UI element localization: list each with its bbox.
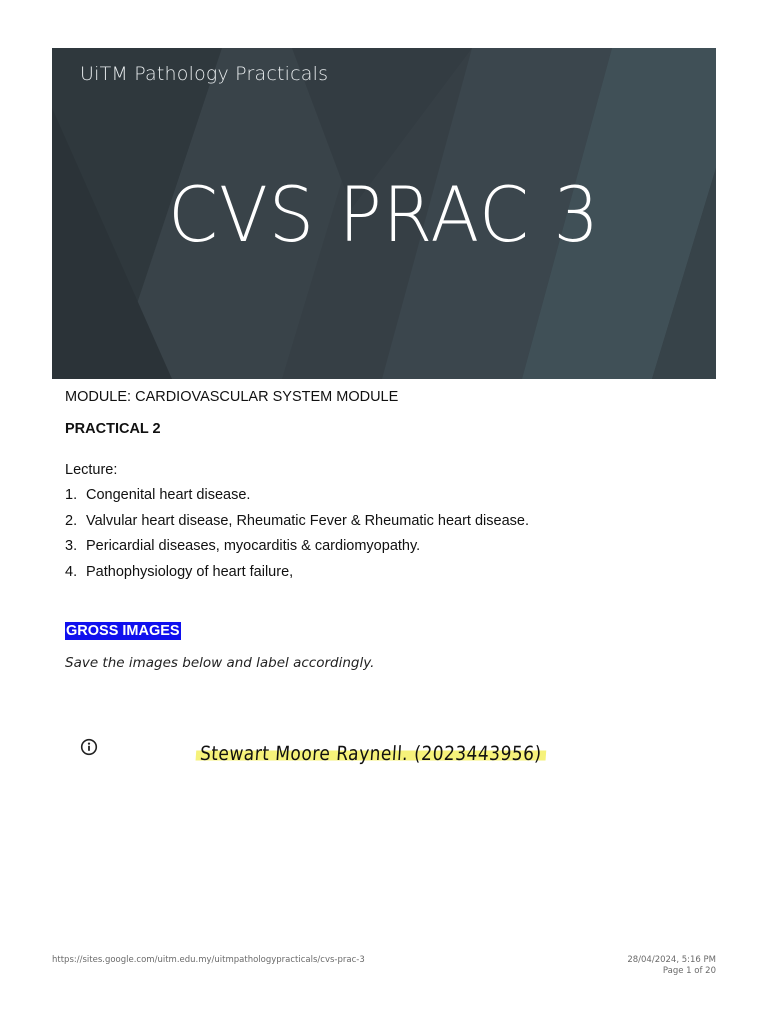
page-title: CVS PRAC 3 (168, 170, 600, 259)
footer-meta (627, 955, 716, 977)
hero-banner (52, 48, 716, 379)
lecture-heading: Lecture: (65, 462, 118, 478)
lecture-list (65, 487, 529, 589)
list-item: 1. Congenital heart disease. (65, 487, 251, 503)
site-title[interactable]: UiTM Pathology Practicals (80, 63, 329, 85)
practical-heading: PRACTICAL 2 (65, 421, 161, 437)
list-item: 3. Pericardial diseases, myocarditis & cardiomyopathy. (65, 538, 421, 554)
module-line: MODULE: CARDIOVASCULAR SYSTEM MODULE (65, 389, 399, 405)
list-item: 4. Pathophysiology of heart failure, (65, 563, 294, 580)
footer-page-number: Page 1 of 20 (662, 966, 716, 976)
info-circle-icon[interactable] (80, 738, 98, 756)
footer-url: https://sites.google.com/uitm.edu.my/uitmpathologypracticals/cvs-prac-3 (52, 955, 365, 965)
list-item: 2. Valvular heart disease, Rheumatic Fever & Rheumatic heart disease. (65, 512, 530, 529)
footer-datetime: 28/04/2024, 5:16 PM (627, 955, 716, 965)
gross-images-heading: GROSS IMAGES (66, 623, 180, 639)
handwritten-signature: Stewart Moore Raynell. (2023443956) (195, 743, 546, 766)
instruction-text: Save the images below and label accordingly. (65, 655, 375, 671)
